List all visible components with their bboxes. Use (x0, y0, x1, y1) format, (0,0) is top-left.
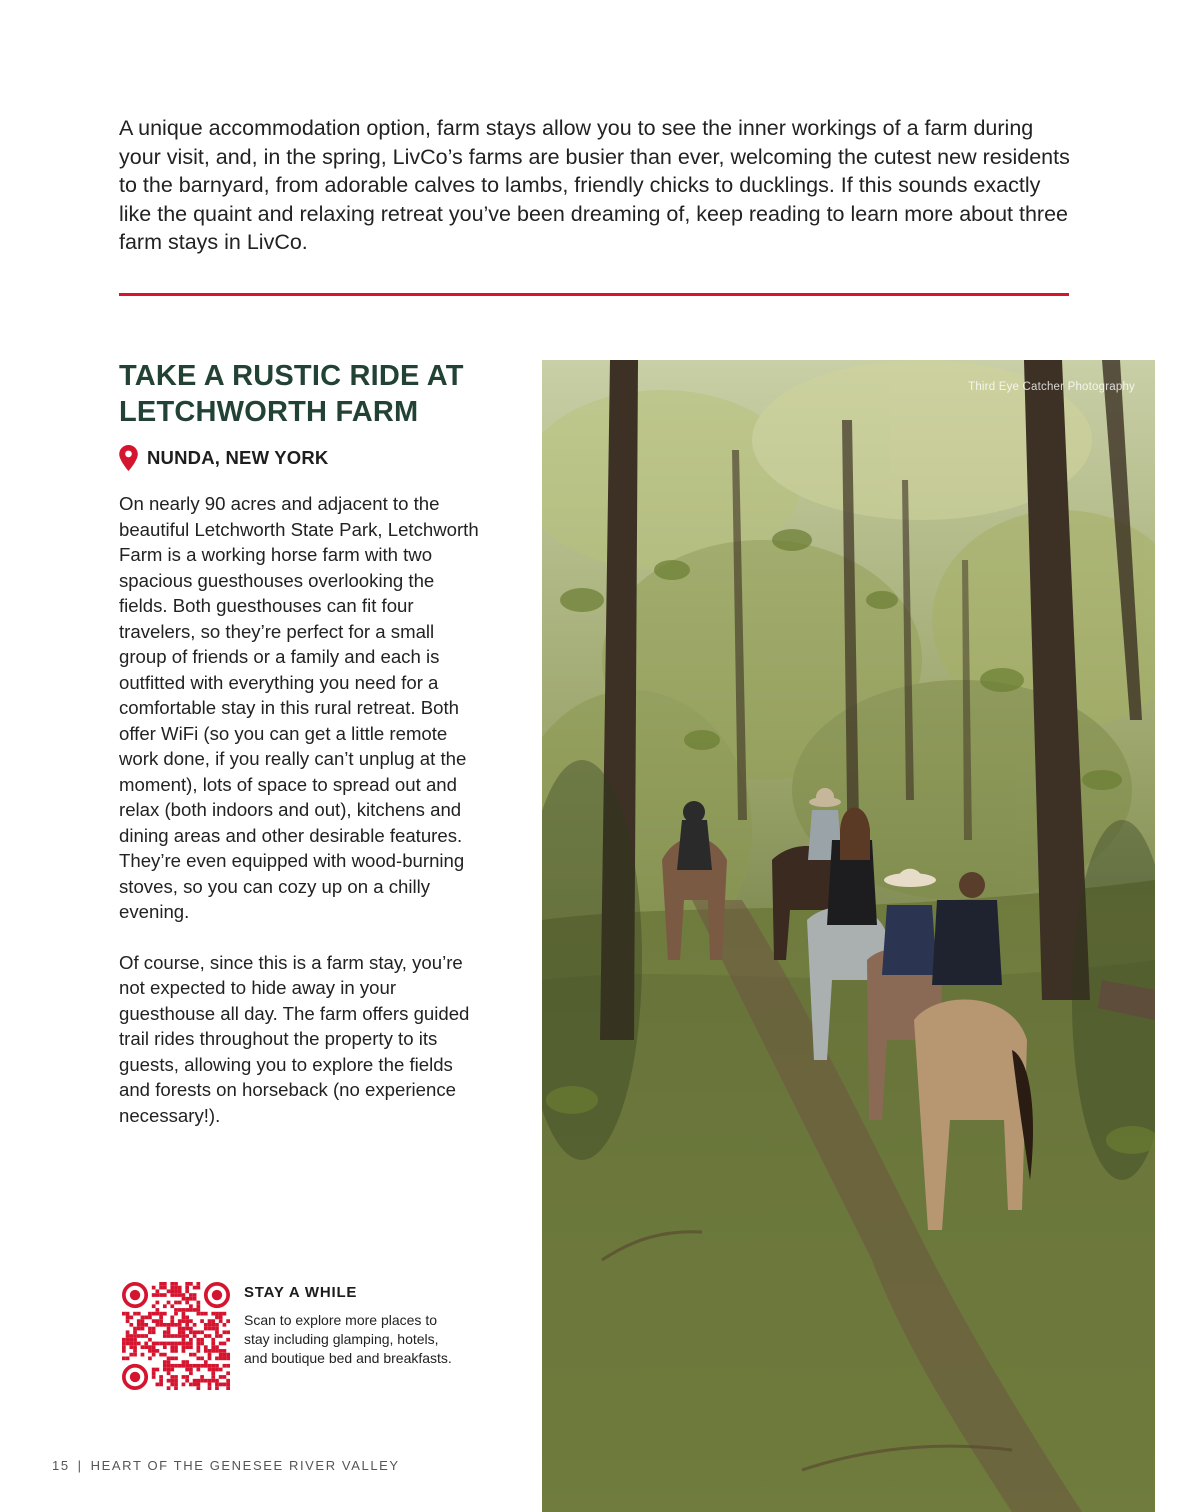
article-body (119, 491, 479, 1153)
map-pin-icon (119, 445, 138, 471)
qr-callout (122, 1282, 462, 1392)
location-name: NUNDA, NEW YORK (147, 447, 329, 468)
photo-credit: Third Eye Catcher Photography (968, 381, 1135, 393)
qr-callout-title: STAY A WHILE (244, 1284, 358, 1301)
page-footer (52, 1458, 400, 1473)
body-paragraph-1: On nearly 90 acres and adjacent to the beautiful Letchworth State Park, Letchworth Farm is a working horse farm with two spacious guesthouses overlooking the fields. Both guesthouses can fit four travelers, so they’re perfect for a small group of friends or a family and each is outfitted with everything you need for a comfortable stay in this rural retreat. Both offer WiFi (so you can get a little remote work done, if you really can’t unplug at the moment), lots of space to spread out and relax (both indoors and out), kitchens and dining areas and other desirable features. They’re even equipped with wood-burning stoves, so you can cozy up on a chilly evening. (119, 493, 479, 922)
qr-code[interactable] (122, 1282, 230, 1390)
location-line (119, 445, 329, 471)
intro-paragraph: A unique accommodation option, farm stays allow you to see the inner workings of a farm during your visit, and, in the spring, LivCo’s farms are busier than ever, welcoming the cutest new residents to the barnyard, from adorable calves to lambs, friendly chicks to ducklings. If this sounds exactly like the quaint and relaxing retreat you’ve been dreaming of, keep reading to learn more about three farm stays in LivCo. (119, 116, 1070, 255)
section-divider (119, 293, 1069, 296)
body-paragraph-2: Of course, since this is a farm stay, you’re not expected to hide away in your guesthouse all day. The farm offers guided trail rides throughout the property to its guests, allowing you to explore the fields and forests on horseback (no experience necessary!). (119, 951, 470, 1126)
publication-title: HEART OF THE GENESEE RIVER VALLEY (90, 1458, 400, 1473)
page-number: 15 (52, 1458, 70, 1473)
footer-separator: | (77, 1458, 83, 1473)
qr-callout-text: Scan to explore more places to stay including glamping, hotels, and boutique bed and breakfasts. (244, 1312, 452, 1366)
trail-ride-photo (542, 360, 1155, 1512)
forest-trail-illustration (542, 360, 1155, 1512)
section-heading: TAKE A RUSTIC RIDE AT LETCHWORTH FARM (119, 360, 464, 428)
